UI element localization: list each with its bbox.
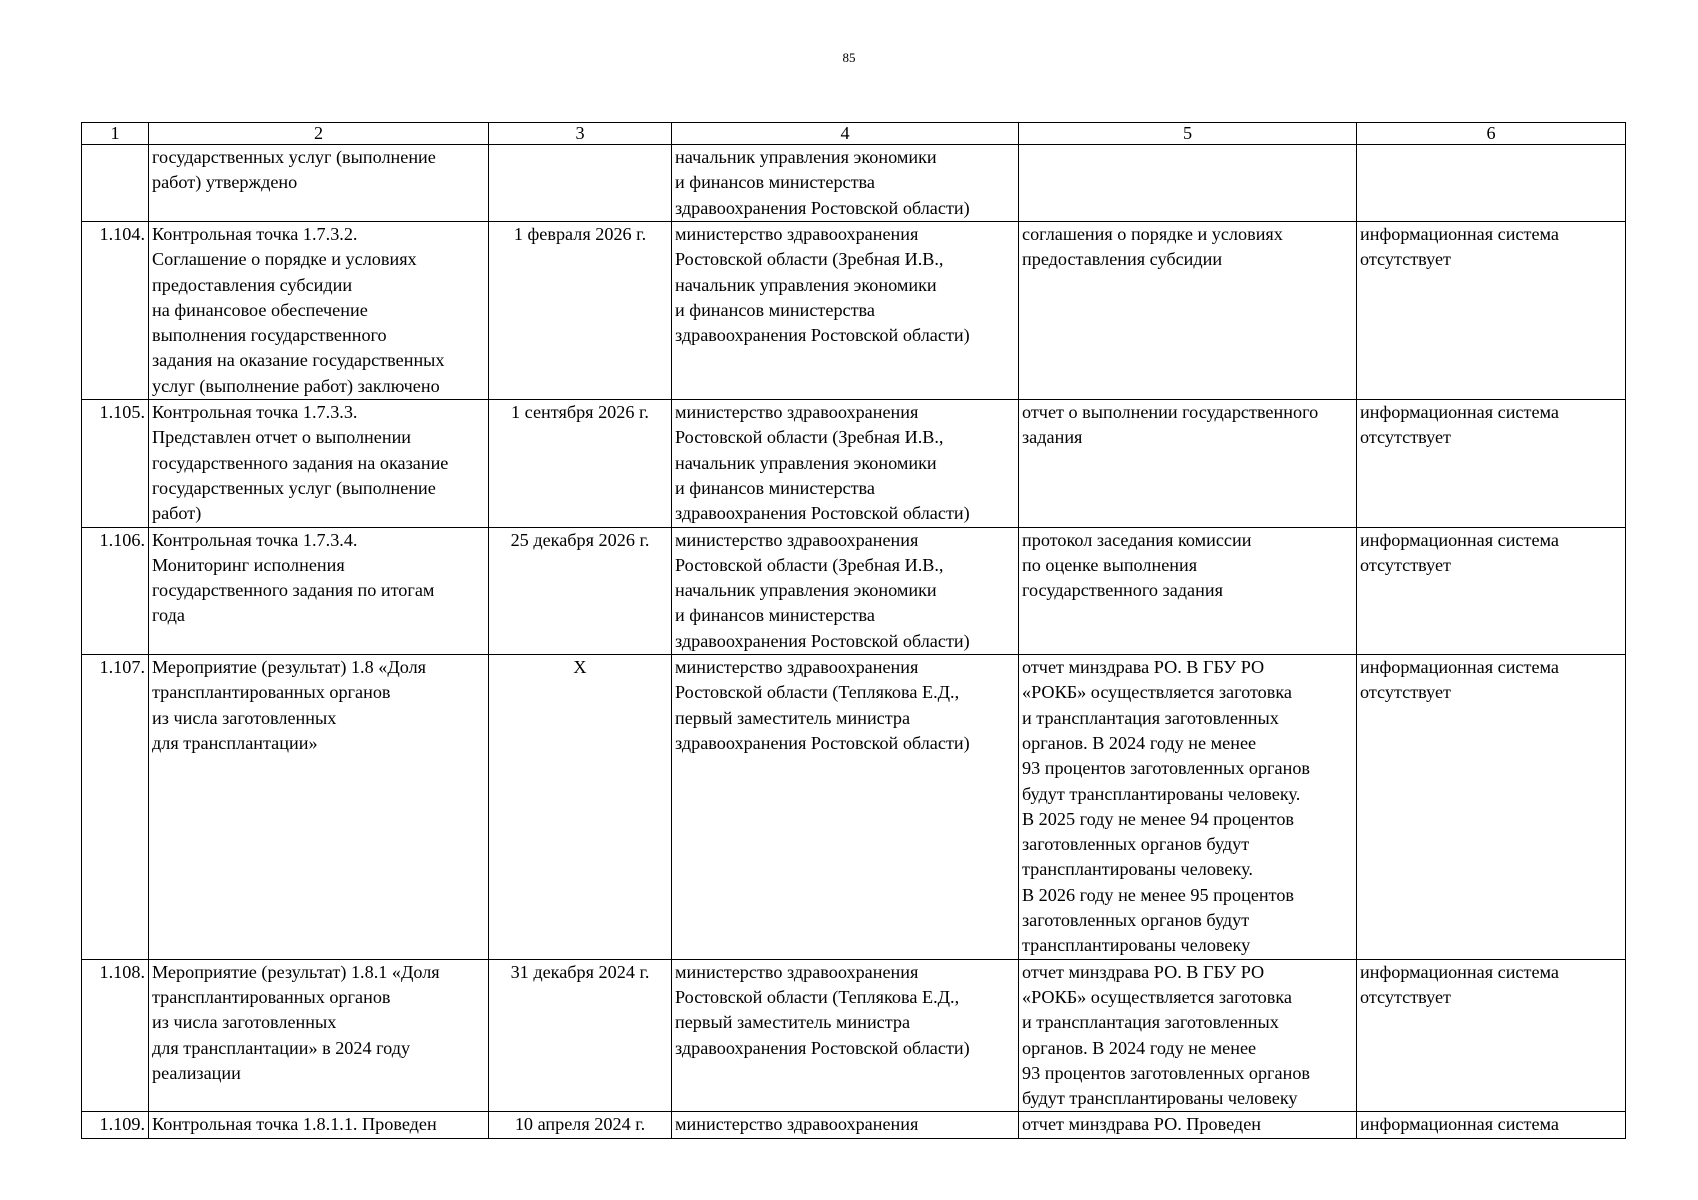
row-date: 1 февраля 2026 г. — [489, 222, 672, 400]
row-system: информационная система — [1357, 1112, 1626, 1138]
row-name: Контрольная точка 1.7.3.3. Представлен отчет о выполнении государственного задания на оказание государственных услуг (выполнение работ) — [149, 400, 489, 527]
row-name: Мероприятие (результат) 1.8.1 «Доля трансплантированных органов из числа заготовленных для трансплантации» в 2024 году реализации — [149, 959, 489, 1112]
row-responsible: министерство здравоохранения Ростовской области (Зребная И.В., начальник управления экономики и финансов министерства здравоохранения Ростовской области) — [672, 400, 1019, 527]
row-document: отчет о выполнении государственного задания — [1019, 400, 1357, 527]
column-header: 1 — [82, 123, 149, 145]
row-number: 1.104. — [82, 222, 149, 400]
row-responsible: министерство здравоохранения Ростовской области (Теплякова Е.Д., первый заместитель министра здравоохранения Ростовской области) — [672, 655, 1019, 960]
column-header: 4 — [672, 123, 1019, 145]
column-number-row — [82, 123, 1626, 145]
row-number: 1.105. — [82, 400, 149, 527]
row-number — [82, 145, 149, 222]
row-document: протокол заседания комиссии по оценке выполнения государственного задания — [1019, 527, 1357, 654]
row-number: 1.106. — [82, 527, 149, 654]
row-date: Х — [489, 655, 672, 960]
row-document: отчет минздрава РО. В ГБУ РО «РОКБ» осуществляется заготовка и трансплантация заготовленных органов. В 2024 году не менее 93 процентов заготовленных органов будут трансплантированы человеку — [1019, 959, 1357, 1112]
row-name: Контрольная точка 1.7.3.2. Соглашение о порядке и условиях предоставления субсидии на финансовое обеспечение выполнения государственного задания на оказание государственных услуг (выполнение работ) заключено — [149, 222, 489, 400]
row-number: 1.108. — [82, 959, 149, 1112]
row-system: информационная система отсутствует — [1357, 222, 1626, 400]
row-name: Контрольная точка 1.7.3.4. Мониторинг исполнения государственного задания по итогам года — [149, 527, 489, 654]
row-responsible: министерство здравоохранения Ростовской области (Теплякова Е.Д., первый заместитель министра здравоохранения Ростовской области) — [672, 959, 1019, 1112]
row-number: 1.109. — [82, 1112, 149, 1138]
row-responsible: министерство здравоохранения — [672, 1112, 1019, 1138]
table-row — [82, 655, 1626, 960]
table-row — [82, 222, 1626, 400]
row-responsible: министерство здравоохранения Ростовской области (Зребная И.В., начальник управления экономики и финансов министерства здравоохранения Ростовской области) — [672, 222, 1019, 400]
row-date — [489, 145, 672, 222]
row-document: соглашения о порядке и условиях предоставления субсидии — [1019, 222, 1357, 400]
row-system: информационная система отсутствует — [1357, 527, 1626, 654]
table-row — [82, 959, 1626, 1112]
row-system: информационная система отсутствует — [1357, 655, 1626, 960]
row-document: отчет минздрава РО. Проведен — [1019, 1112, 1357, 1138]
table-row — [82, 145, 1626, 222]
row-date: 31 декабря 2024 г. — [489, 959, 672, 1112]
table-row — [82, 527, 1626, 654]
row-system — [1357, 145, 1626, 222]
row-document — [1019, 145, 1357, 222]
column-header: 6 — [1357, 123, 1626, 145]
table-row — [82, 1112, 1626, 1138]
column-header: 3 — [489, 123, 672, 145]
row-system: информационная система отсутствует — [1357, 959, 1626, 1112]
row-number: 1.107. — [82, 655, 149, 960]
column-header: 2 — [149, 123, 489, 145]
column-header: 5 — [1019, 123, 1357, 145]
row-date: 1 сентября 2026 г. — [489, 400, 672, 527]
row-date: 10 апреля 2024 г. — [489, 1112, 672, 1138]
table-row — [82, 400, 1626, 527]
row-responsible: начальник управления экономики и финансов министерства здравоохранения Ростовской области) — [672, 145, 1019, 222]
row-name: государственных услуг (выполнение работ) утверждено — [149, 145, 489, 222]
row-responsible: министерство здравоохранения Ростовской области (Зребная И.В., начальник управления экономики и финансов министерства здравоохранения Ростовской области) — [672, 527, 1019, 654]
page-number: 85 — [842, 50, 856, 65]
row-name: Мероприятие (результат) 1.8 «Доля трансплантированных органов из числа заготовленных для трансплантации» — [149, 655, 489, 960]
row-name: Контрольная точка 1.8.1.1. Проведен — [149, 1112, 489, 1138]
plan-table — [81, 122, 1626, 1139]
row-document: отчет минздрава РО. В ГБУ РО «РОКБ» осуществляется заготовка и трансплантация заготовленных органов. В 2024 году не менее 93 процентов заготовленных органов будут трансплантированы человеку. В 2025 году не менее 94 процентов заготовленных органов будут трансплантированы человеку. В 2026 году не менее 95 процентов заготовленных органов будут трансплантированы человеку — [1019, 655, 1357, 960]
row-date: 25 декабря 2026 г. — [489, 527, 672, 654]
row-system: информационная система отсутствует — [1357, 400, 1626, 527]
